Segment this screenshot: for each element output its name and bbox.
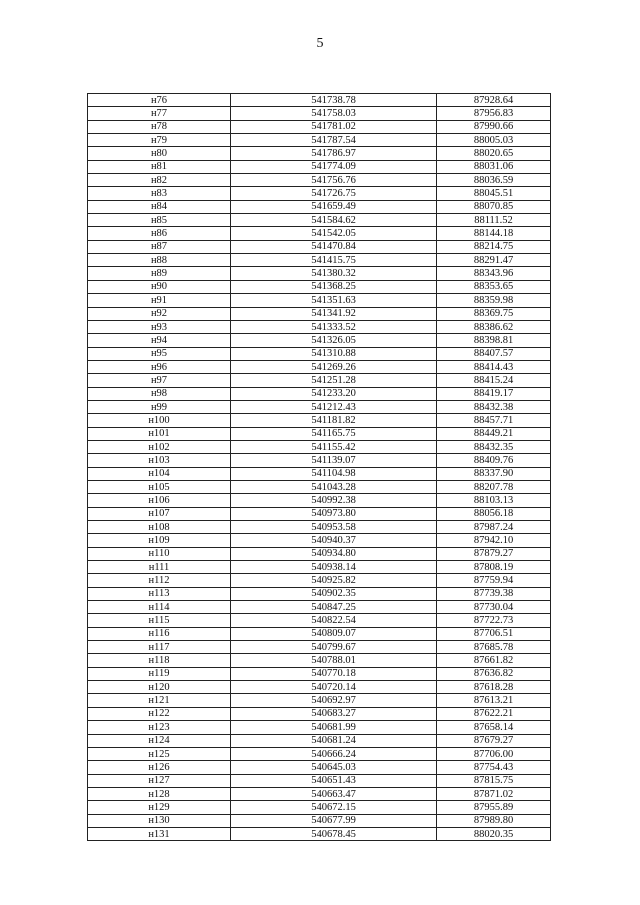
table-row (88, 147, 551, 160)
table-row (88, 320, 551, 333)
x-coordinate-cell: 541104.98 (231, 467, 437, 480)
table-row (88, 641, 551, 654)
y-coordinate-cell: 87722.73 (437, 614, 551, 627)
x-coordinate-cell: 541786.97 (231, 147, 437, 160)
x-coordinate-cell: 541758.03 (231, 107, 437, 120)
y-coordinate-cell: 87739.38 (437, 587, 551, 600)
x-coordinate-cell: 541351.63 (231, 294, 437, 307)
table-row (88, 494, 551, 507)
table-row (88, 587, 551, 600)
y-coordinate-cell: 88398.81 (437, 334, 551, 347)
y-coordinate-cell: 88214.75 (437, 240, 551, 253)
y-coordinate-cell: 88070.85 (437, 200, 551, 213)
point-label-cell: н79 (88, 134, 231, 147)
y-coordinate-cell: 88144.18 (437, 227, 551, 240)
y-coordinate-cell: 88031.06 (437, 160, 551, 173)
point-label-cell: н128 (88, 787, 231, 800)
x-coordinate-cell: 541212.43 (231, 400, 437, 413)
table-row (88, 334, 551, 347)
y-coordinate-cell: 87618.28 (437, 681, 551, 694)
point-label-cell: н98 (88, 387, 231, 400)
page-number: 5 (316, 36, 324, 51)
point-label-cell: н76 (88, 94, 231, 107)
point-label-cell: н114 (88, 601, 231, 614)
point-label-cell: н118 (88, 654, 231, 667)
table-row (88, 614, 551, 627)
x-coordinate-cell: 541659.49 (231, 200, 437, 213)
y-coordinate-cell: 87636.82 (437, 667, 551, 680)
x-coordinate-cell: 541380.32 (231, 267, 437, 280)
table-row (88, 721, 551, 734)
table-row (88, 787, 551, 800)
table-row (88, 267, 551, 280)
x-coordinate-cell: 540992.38 (231, 494, 437, 507)
table-row (88, 94, 551, 107)
point-label-cell: н93 (88, 320, 231, 333)
point-label-cell: н97 (88, 374, 231, 387)
point-label-cell: н112 (88, 574, 231, 587)
table-row (88, 734, 551, 747)
y-coordinate-cell: 87613.21 (437, 694, 551, 707)
x-coordinate-cell: 541781.02 (231, 120, 437, 133)
y-coordinate-cell: 88407.57 (437, 347, 551, 360)
point-label-cell: н108 (88, 521, 231, 534)
y-coordinate-cell: 87955.89 (437, 801, 551, 814)
y-coordinate-cell: 87622.21 (437, 707, 551, 720)
x-coordinate-cell: 540683.27 (231, 707, 437, 720)
x-coordinate-cell: 540809.07 (231, 627, 437, 640)
table-row (88, 561, 551, 574)
x-coordinate-cell: 540681.99 (231, 721, 437, 734)
table-row (88, 801, 551, 814)
table-row (88, 120, 551, 133)
y-coordinate-cell: 87815.75 (437, 774, 551, 787)
table-row (88, 467, 551, 480)
y-coordinate-cell: 88432.35 (437, 440, 551, 453)
point-label-cell: н123 (88, 721, 231, 734)
table-row (88, 547, 551, 560)
y-coordinate-cell: 88359.98 (437, 294, 551, 307)
table-row (88, 747, 551, 760)
y-coordinate-cell: 88103.13 (437, 494, 551, 507)
x-coordinate-cell: 540953.58 (231, 521, 437, 534)
point-label-cell: н81 (88, 160, 231, 173)
x-coordinate-cell: 540677.99 (231, 814, 437, 827)
point-label-cell: н127 (88, 774, 231, 787)
table-row (88, 667, 551, 680)
point-label-cell: н90 (88, 280, 231, 293)
table-row (88, 827, 551, 840)
y-coordinate-cell: 88005.03 (437, 134, 551, 147)
point-label-cell: н80 (88, 147, 231, 160)
table-row (88, 601, 551, 614)
x-coordinate-cell: 540681.24 (231, 734, 437, 747)
x-coordinate-cell: 540788.01 (231, 654, 437, 667)
y-coordinate-cell: 88409.76 (437, 454, 551, 467)
table-row (88, 227, 551, 240)
x-coordinate-cell: 541584.62 (231, 214, 437, 227)
y-coordinate-cell: 87956.83 (437, 107, 551, 120)
y-coordinate-cell: 88343.96 (437, 267, 551, 280)
y-coordinate-cell: 87928.64 (437, 94, 551, 107)
point-label-cell: н86 (88, 227, 231, 240)
table-row (88, 134, 551, 147)
y-coordinate-cell: 87754.43 (437, 761, 551, 774)
table-row (88, 374, 551, 387)
table-row (88, 534, 551, 547)
table-row (88, 200, 551, 213)
point-label-cell: н124 (88, 734, 231, 747)
table-row (88, 387, 551, 400)
table-row (88, 761, 551, 774)
table-row (88, 440, 551, 453)
y-coordinate-cell: 87989.80 (437, 814, 551, 827)
point-label-cell: н78 (88, 120, 231, 133)
point-label-cell: н77 (88, 107, 231, 120)
point-label-cell: н91 (88, 294, 231, 307)
table-row (88, 774, 551, 787)
y-coordinate-cell: 88337.90 (437, 467, 551, 480)
y-coordinate-cell: 87871.02 (437, 787, 551, 800)
x-coordinate-cell: 540940.37 (231, 534, 437, 547)
point-label-cell: н117 (88, 641, 231, 654)
x-coordinate-cell: 541043.28 (231, 480, 437, 493)
y-coordinate-cell: 88449.21 (437, 427, 551, 440)
x-coordinate-cell: 541774.09 (231, 160, 437, 173)
x-coordinate-cell: 540645.03 (231, 761, 437, 774)
coordinates-table-body (88, 94, 551, 841)
x-coordinate-cell: 541310.88 (231, 347, 437, 360)
point-label-cell: н122 (88, 707, 231, 720)
y-coordinate-cell: 88291.47 (437, 254, 551, 267)
x-coordinate-cell: 541787.54 (231, 134, 437, 147)
x-coordinate-cell: 541726.75 (231, 187, 437, 200)
x-coordinate-cell: 541233.20 (231, 387, 437, 400)
point-label-cell: н109 (88, 534, 231, 547)
table-row (88, 681, 551, 694)
x-coordinate-cell: 540672.15 (231, 801, 437, 814)
x-coordinate-cell: 540822.54 (231, 614, 437, 627)
y-coordinate-cell: 87759.94 (437, 574, 551, 587)
table-row (88, 254, 551, 267)
table-row (88, 694, 551, 707)
point-label-cell: н100 (88, 414, 231, 427)
y-coordinate-cell: 87658.14 (437, 721, 551, 734)
table-row (88, 160, 551, 173)
point-label-cell: н106 (88, 494, 231, 507)
y-coordinate-cell: 87990.66 (437, 120, 551, 133)
y-coordinate-cell: 88020.35 (437, 827, 551, 840)
y-coordinate-cell: 88353.65 (437, 280, 551, 293)
point-label-cell: н121 (88, 694, 231, 707)
x-coordinate-cell: 540847.25 (231, 601, 437, 614)
point-label-cell: н99 (88, 400, 231, 413)
point-label-cell: н125 (88, 747, 231, 760)
point-label-cell: н88 (88, 254, 231, 267)
point-label-cell: н129 (88, 801, 231, 814)
y-coordinate-cell: 88457.71 (437, 414, 551, 427)
y-coordinate-cell: 88432.38 (437, 400, 551, 413)
table-row (88, 414, 551, 427)
x-coordinate-cell: 540692.97 (231, 694, 437, 707)
y-coordinate-cell: 87942.10 (437, 534, 551, 547)
table-row (88, 627, 551, 640)
point-label-cell: н102 (88, 440, 231, 453)
y-coordinate-cell: 88369.75 (437, 307, 551, 320)
point-label-cell: н96 (88, 360, 231, 373)
x-coordinate-cell: 540651.43 (231, 774, 437, 787)
x-coordinate-cell: 540663.47 (231, 787, 437, 800)
table-row (88, 347, 551, 360)
point-label-cell: н82 (88, 174, 231, 187)
y-coordinate-cell: 88036.59 (437, 174, 551, 187)
table-row (88, 427, 551, 440)
x-coordinate-cell: 540770.18 (231, 667, 437, 680)
x-coordinate-cell: 541155.42 (231, 440, 437, 453)
x-coordinate-cell: 541251.28 (231, 374, 437, 387)
x-coordinate-cell: 541326.05 (231, 334, 437, 347)
x-coordinate-cell: 540973.80 (231, 507, 437, 520)
point-label-cell: н94 (88, 334, 231, 347)
y-coordinate-cell: 87706.51 (437, 627, 551, 640)
y-coordinate-cell: 88419.17 (437, 387, 551, 400)
x-coordinate-cell: 541738.78 (231, 94, 437, 107)
point-label-cell: н92 (88, 307, 231, 320)
x-coordinate-cell: 540666.24 (231, 747, 437, 760)
table-row (88, 280, 551, 293)
table-row (88, 521, 551, 534)
table-row (88, 574, 551, 587)
table-row (88, 307, 551, 320)
y-coordinate-cell: 87706.00 (437, 747, 551, 760)
table-row (88, 507, 551, 520)
point-label-cell: н115 (88, 614, 231, 627)
y-coordinate-cell: 88045.51 (437, 187, 551, 200)
y-coordinate-cell: 88415.24 (437, 374, 551, 387)
y-coordinate-cell: 88207.78 (437, 480, 551, 493)
x-coordinate-cell: 541368.25 (231, 280, 437, 293)
table-row (88, 294, 551, 307)
x-coordinate-cell: 540938.14 (231, 561, 437, 574)
x-coordinate-cell: 541756.76 (231, 174, 437, 187)
y-coordinate-cell: 87685.78 (437, 641, 551, 654)
y-coordinate-cell: 88111.52 (437, 214, 551, 227)
table-row (88, 107, 551, 120)
x-coordinate-cell: 541333.52 (231, 320, 437, 333)
point-label-cell: н105 (88, 480, 231, 493)
y-coordinate-cell: 88414.43 (437, 360, 551, 373)
x-coordinate-cell: 540720.14 (231, 681, 437, 694)
table-row (88, 480, 551, 493)
point-label-cell: н116 (88, 627, 231, 640)
table-row (88, 214, 551, 227)
x-coordinate-cell: 541139.07 (231, 454, 437, 467)
point-label-cell: н104 (88, 467, 231, 480)
x-coordinate-cell: 541165.75 (231, 427, 437, 440)
table-row (88, 400, 551, 413)
x-coordinate-cell: 540799.67 (231, 641, 437, 654)
x-coordinate-cell: 540934.80 (231, 547, 437, 560)
x-coordinate-cell: 541341.92 (231, 307, 437, 320)
x-coordinate-cell: 541269.26 (231, 360, 437, 373)
table-row (88, 187, 551, 200)
y-coordinate-cell: 87879.27 (437, 547, 551, 560)
table-row (88, 654, 551, 667)
point-label-cell: н107 (88, 507, 231, 520)
y-coordinate-cell: 87730.04 (437, 601, 551, 614)
y-coordinate-cell: 88386.62 (437, 320, 551, 333)
point-label-cell: н103 (88, 454, 231, 467)
y-coordinate-cell: 88056.18 (437, 507, 551, 520)
point-label-cell: н83 (88, 187, 231, 200)
x-coordinate-cell: 541470.84 (231, 240, 437, 253)
point-label-cell: н85 (88, 214, 231, 227)
y-coordinate-cell: 87661.82 (437, 654, 551, 667)
point-label-cell: н113 (88, 587, 231, 600)
table-row (88, 814, 551, 827)
point-label-cell: н119 (88, 667, 231, 680)
y-coordinate-cell: 87987.24 (437, 521, 551, 534)
point-label-cell: н110 (88, 547, 231, 560)
point-label-cell: н130 (88, 814, 231, 827)
coordinates-table (87, 93, 551, 841)
point-label-cell: н87 (88, 240, 231, 253)
table-row (88, 360, 551, 373)
table-row (88, 454, 551, 467)
x-coordinate-cell: 541415.75 (231, 254, 437, 267)
table-row (88, 174, 551, 187)
point-label-cell: н111 (88, 561, 231, 574)
point-label-cell: н131 (88, 827, 231, 840)
point-label-cell: н89 (88, 267, 231, 280)
x-coordinate-cell: 540902.35 (231, 587, 437, 600)
x-coordinate-cell: 540678.45 (231, 827, 437, 840)
y-coordinate-cell: 88020.65 (437, 147, 551, 160)
y-coordinate-cell: 87679.27 (437, 734, 551, 747)
x-coordinate-cell: 540925.82 (231, 574, 437, 587)
table-row (88, 240, 551, 253)
point-label-cell: н126 (88, 761, 231, 774)
x-coordinate-cell: 541181.82 (231, 414, 437, 427)
y-coordinate-cell: 87808.19 (437, 561, 551, 574)
point-label-cell: н120 (88, 681, 231, 694)
point-label-cell: н84 (88, 200, 231, 213)
table-row (88, 707, 551, 720)
point-label-cell: н101 (88, 427, 231, 440)
point-label-cell: н95 (88, 347, 231, 360)
x-coordinate-cell: 541542.05 (231, 227, 437, 240)
